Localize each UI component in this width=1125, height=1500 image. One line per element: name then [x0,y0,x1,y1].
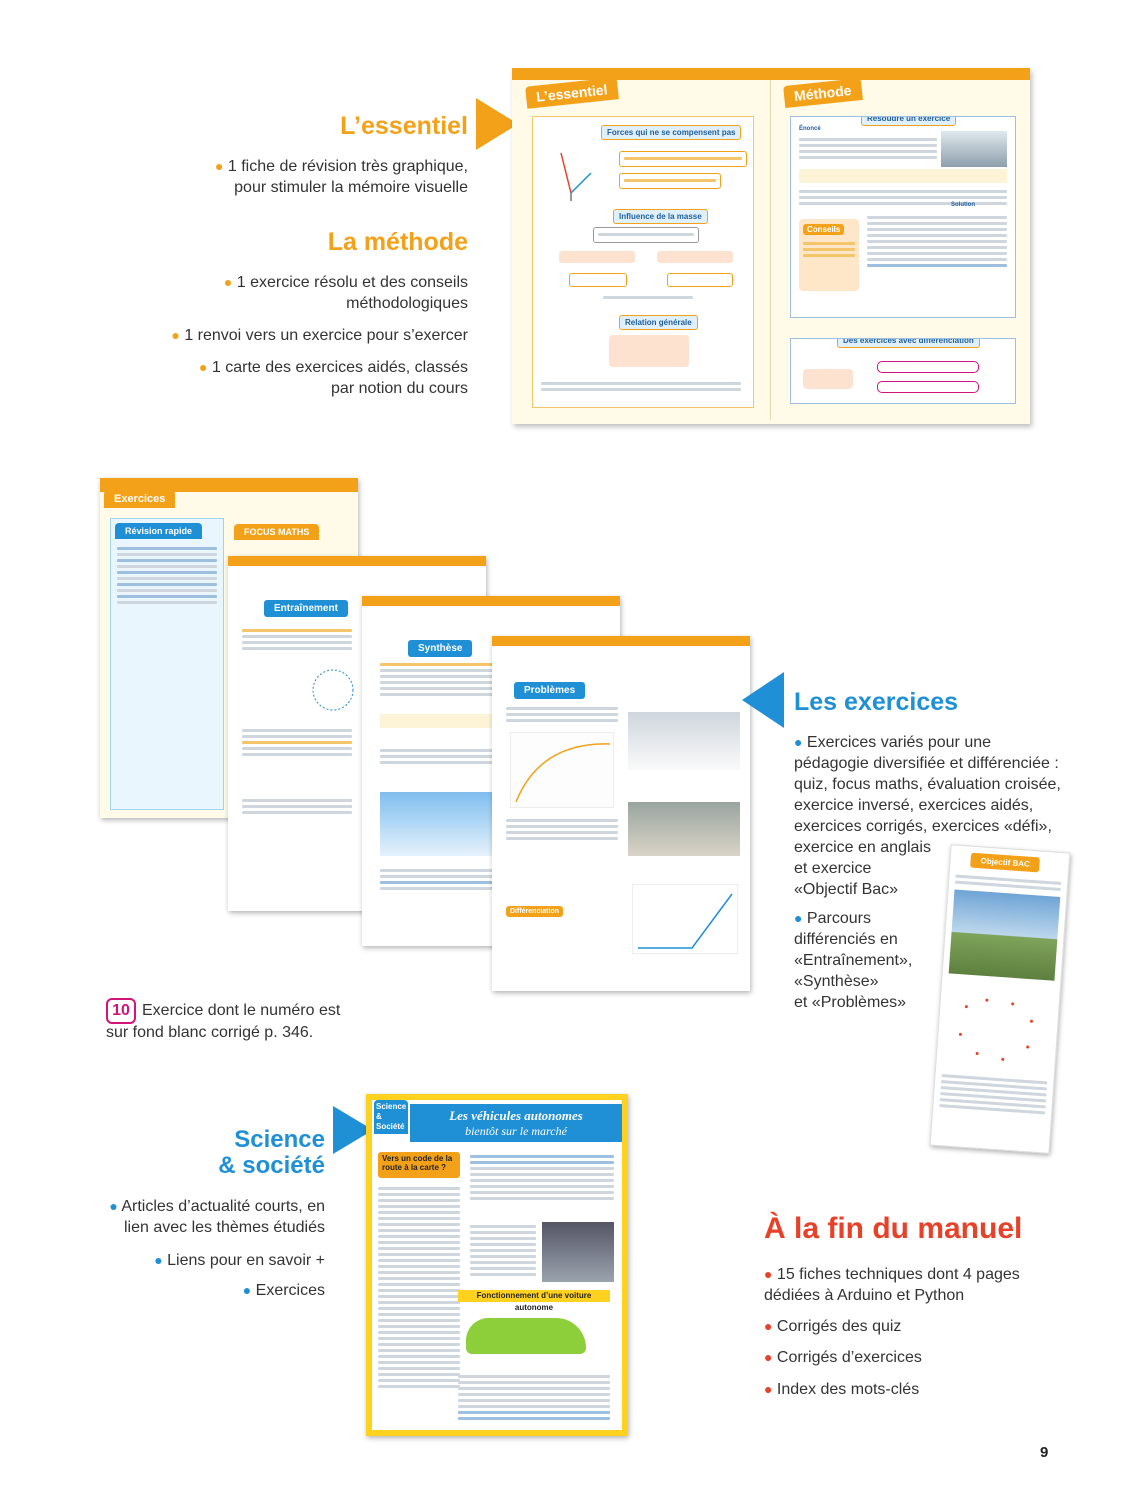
exercices-tab: Exercices [104,490,175,508]
methode-card [790,116,1016,318]
quiz-box: Révision rapide [110,518,224,810]
bullet-dot-icon: ● [764,1266,773,1282]
page-number: 9 [1040,1444,1049,1461]
pointer-arrow-icon [742,672,784,728]
masse-note [593,227,699,243]
mag-section-title: Fonctionnement d’une voiture autonome [458,1290,610,1302]
relation-box-title: Relation générale [619,315,698,330]
bullet-dot-icon: ● [764,1349,773,1365]
science-societe-page [366,1094,628,1436]
fin-heading: À la fin du manuel [764,1212,1023,1245]
bullet-dot-icon: ● [242,1282,252,1298]
bullet-dot-icon: ● [794,734,803,750]
fin-bullet-4: ● Index des mots-clés [764,1381,920,1398]
solution-label: Solution [951,202,975,208]
corrected-exercise-number: 10 [106,998,136,1024]
science-bullet-1: ● Articles d’actualité courts, en lien avec les thèmes étudiés [109,1198,325,1236]
bullet-dot-icon: ● [109,1198,118,1214]
essentiel-tab: L’essentiel [525,77,618,108]
bullet-dot-icon: ● [223,274,233,290]
questions [799,187,1007,208]
differenciation-badge: Différenciation [506,906,563,917]
bullet-dot-icon: ● [198,359,208,375]
forces-box-title: Forces qui ne se compensent pas [601,125,741,140]
friction-graph [632,884,738,954]
science-heading-1: Science [234,1126,325,1153]
delta-v-important [667,273,733,287]
branch-2 [877,381,979,393]
exercices-page-problemes [492,636,750,991]
essentiel-heading: L’essentiel [340,112,468,140]
apparatus-photo [628,712,740,770]
forces-note-1 [619,151,747,167]
exercices-bullet-2: ● Parcours différenciés en «Entraînement», «Synthèse» et «Problèmes» [794,910,913,1011]
forces-node [803,369,853,389]
objectif-bac-label: Objectif BAC [970,853,1040,873]
autonomous-car-photo [542,1222,614,1282]
science-bullet-2: ● Liens pour en savoir + [154,1252,325,1269]
methode-bullet-3: ● 1 carte des exercices aidés, classés par notion du cours [198,359,468,397]
differenciation-box-title: Des exercices avec différenciation [837,338,980,348]
methode-bullet-1: ● 1 exercice résolu et des conseils méthodologiques [223,274,468,312]
branch-1 [877,361,979,373]
entrainement-title: Entraînement [264,600,348,617]
essentiel-methode-spread [512,68,1030,424]
fin-bullet-3: ● Corrigés d’exercices [764,1349,922,1366]
force-vector-diagram [541,143,601,203]
spread-top-band [512,68,1030,80]
fin-bullet-1: ● 15 fiches techniques dont 4 pages dédiées à Arduino et Python [764,1266,1020,1304]
ski-illustration [380,792,496,856]
delta-v-faible [569,273,627,287]
sled-photo [941,131,1007,167]
methode-heading: La méthode [327,228,468,256]
bullet-dot-icon: ● [794,910,803,926]
mag-subtitle: Vers un code de la route à la carte ? [378,1152,460,1178]
masse-conclusion [603,293,693,302]
velocity-graph [510,732,614,808]
synthese-title: Synthèse [408,640,472,657]
trajectory-diagram [308,660,358,720]
focus-maths-label: FOCUS MATHS [234,524,319,540]
fin-bullet-2: ● Corrigés des quiz [764,1318,902,1335]
objectif-bac-card [930,844,1071,1154]
resoudre-box-title: Résoudre un exercice [861,116,956,126]
science-heading-2: & société [218,1152,325,1179]
green-car-illustration [466,1318,586,1354]
essentiel-card [532,116,754,408]
solution-text [867,213,1007,270]
bullet-dot-icon: ● [764,1318,773,1334]
differenciation-card [790,338,1016,404]
essentiel-summary [541,379,741,394]
mag-header: Les véhicules autonomes bientôt sur le marché [410,1104,622,1142]
methode-tab: Méthode [783,78,862,108]
science-bullet-3: ● Exercices [242,1282,325,1299]
forces-note-2 [619,173,721,189]
exercices-bullet-1: ● Exercices variés pour une pédagogie diversifiée et différenciée : quiz, focus maths, évaluation croisée, exercice inversé, exercices aidés, exercices corrigés, exercices «défi», exercice en anglais et exercice «Objectif Bac» [794,734,1061,898]
hammer-throw-photo [949,890,1061,981]
essentiel-bullet: ● 1 fiche de révision très graphique, pour stimuler la mémoire visuelle [214,158,468,196]
enonce-text [799,135,937,162]
conseils-box: Conseils [799,219,859,291]
masse-box-title: Influence de la masse [613,209,708,224]
slope-photo [628,802,740,856]
note-line-1: Exercice dont le numéro est [142,1002,341,1019]
data-table [799,169,1007,183]
spread-gutter [770,80,771,420]
note-line-2: sur fond blanc corrigé p. 346. [106,1024,314,1041]
bullet-dot-icon: ● [764,1381,773,1397]
trajectory-points [942,985,1053,1072]
exercices-heading: Les exercices [794,688,959,716]
bullet-dot-icon: ● [171,327,180,343]
mag-tab: Science & Société [374,1100,408,1134]
problemes-title: Problèmes [514,682,585,699]
masse-importante [559,251,635,263]
bullet-dot-icon: ● [154,1252,163,1268]
bullet-dot-icon: ● [214,158,224,174]
masse-faible [657,251,733,263]
methode-bullet-2: ● 1 renvoi vers un exercice pour s’exercer [171,327,468,344]
relation-formula [609,335,689,367]
enonce-label: Énoncé [799,126,821,132]
